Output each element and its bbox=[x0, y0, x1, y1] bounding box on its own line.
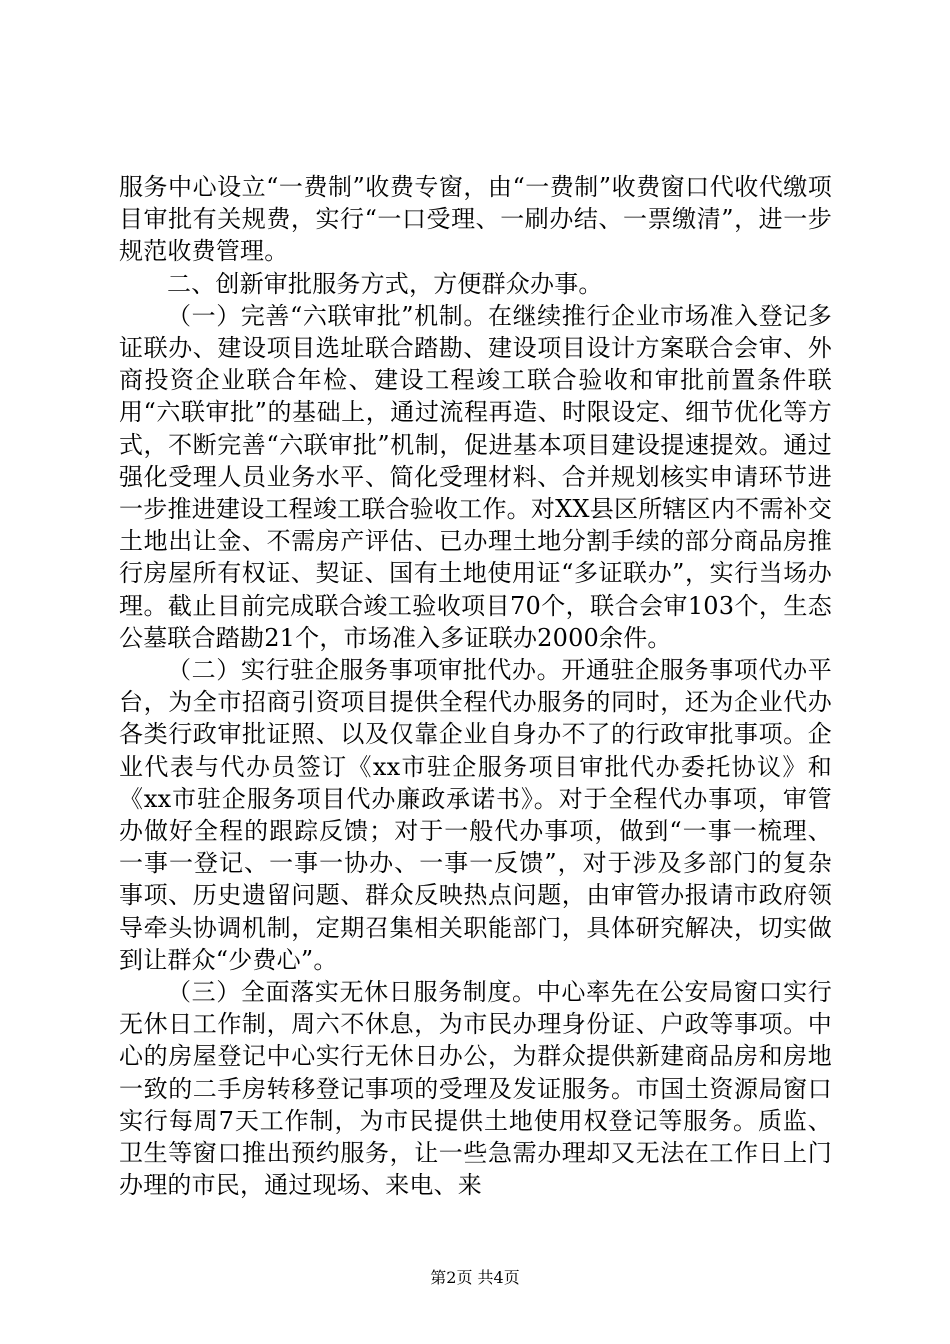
paragraph-enterprise-agency: （二）实行驻企服务事项审批代办。开通驻企服务事项代办平台，为全市招商引资项目提供全程代办服务的同时，还为企业代办各类行政审批证照、以及仅靠企业自身办不了的行政审批事项。企业代表与代办员签订《xx市驻企服务项目审批代办委托协议》和《xx市驻企服务项目代办廉政承诺书》。对于全程代办事项，审管办做好全程的跟踪反馈；对于一般代办事项，做到“一事一梳理、一事一登记、一事一协办、一事一反馈”，对于涉及多部门的复杂事项、历史遗留问题、群众反映热点问题，由审管办报请市政府领导牵头协调机制，定期召集相关职能部门，具体研究解决，切实做到让群众“少费心”。 bbox=[119, 656, 832, 974]
paragraph-fee-window: 服务中心设立“一费制”收费专窗，由“一费制”收费窗口代收代缴项目审批有关规费，实行“一口受理、一刷办结、一票缴清”，进一步规范收费管理。 bbox=[119, 173, 832, 266]
page-number-footer: 第2页 共4页 bbox=[430, 1268, 520, 1287]
paragraph-no-rest-day-service: （三）全面落实无休日服务制度。中心率先在公安局窗口实行无休日工作制，周六不休息，为市民办理身份证、户政等事项。中心的房屋登记中心实行无休日办公，为群众提供新建商品房和房地一致的二手房转移登记事项的受理及发证服务。市国土资源局窗口实行每周7天工作制，为市民提供土地使用权登记等服务。质监、卫生等窗口推出预约服务，让一些急需办理却又无法在工作日上门办理的市民，通过现场、来电、来 bbox=[119, 978, 832, 1200]
document-body bbox=[119, 171, 832, 1202]
paragraph-six-joint-approval: （一）完善“六联审批”机制。在继续推行企业市场准入登记多证联办、建设项目选址联合踏勘、建设项目设计方案联合会审、外商投资企业联合年检、建设工程竣工联合验收和审批前置条件联用“六联审批”的基础上，通过流程再造、时限设定、细节优化等方式，不断完善“六联审批”机制，促进基本项目建设提速提效。通过强化受理人员业务水平、简化受理材料、合并规划核实申请环节进一步推进建设工程竣工联合验收工作。对XX县区所辖区内不需补交土地出让金、不需房产评估、已办理土地分割手续的部分商品房推行房屋所有权证、契证、国有土地使用证“多证联办”，实行当场办理。截止目前完成联合竣工验收项目70个，联合会审103个，生态公墓联合踏勘21个，市场准入多证联办2000余件。 bbox=[119, 301, 832, 652]
section-heading-innovate-service: 二、创新审批服务方式，方便群众办事。 bbox=[167, 269, 603, 298]
